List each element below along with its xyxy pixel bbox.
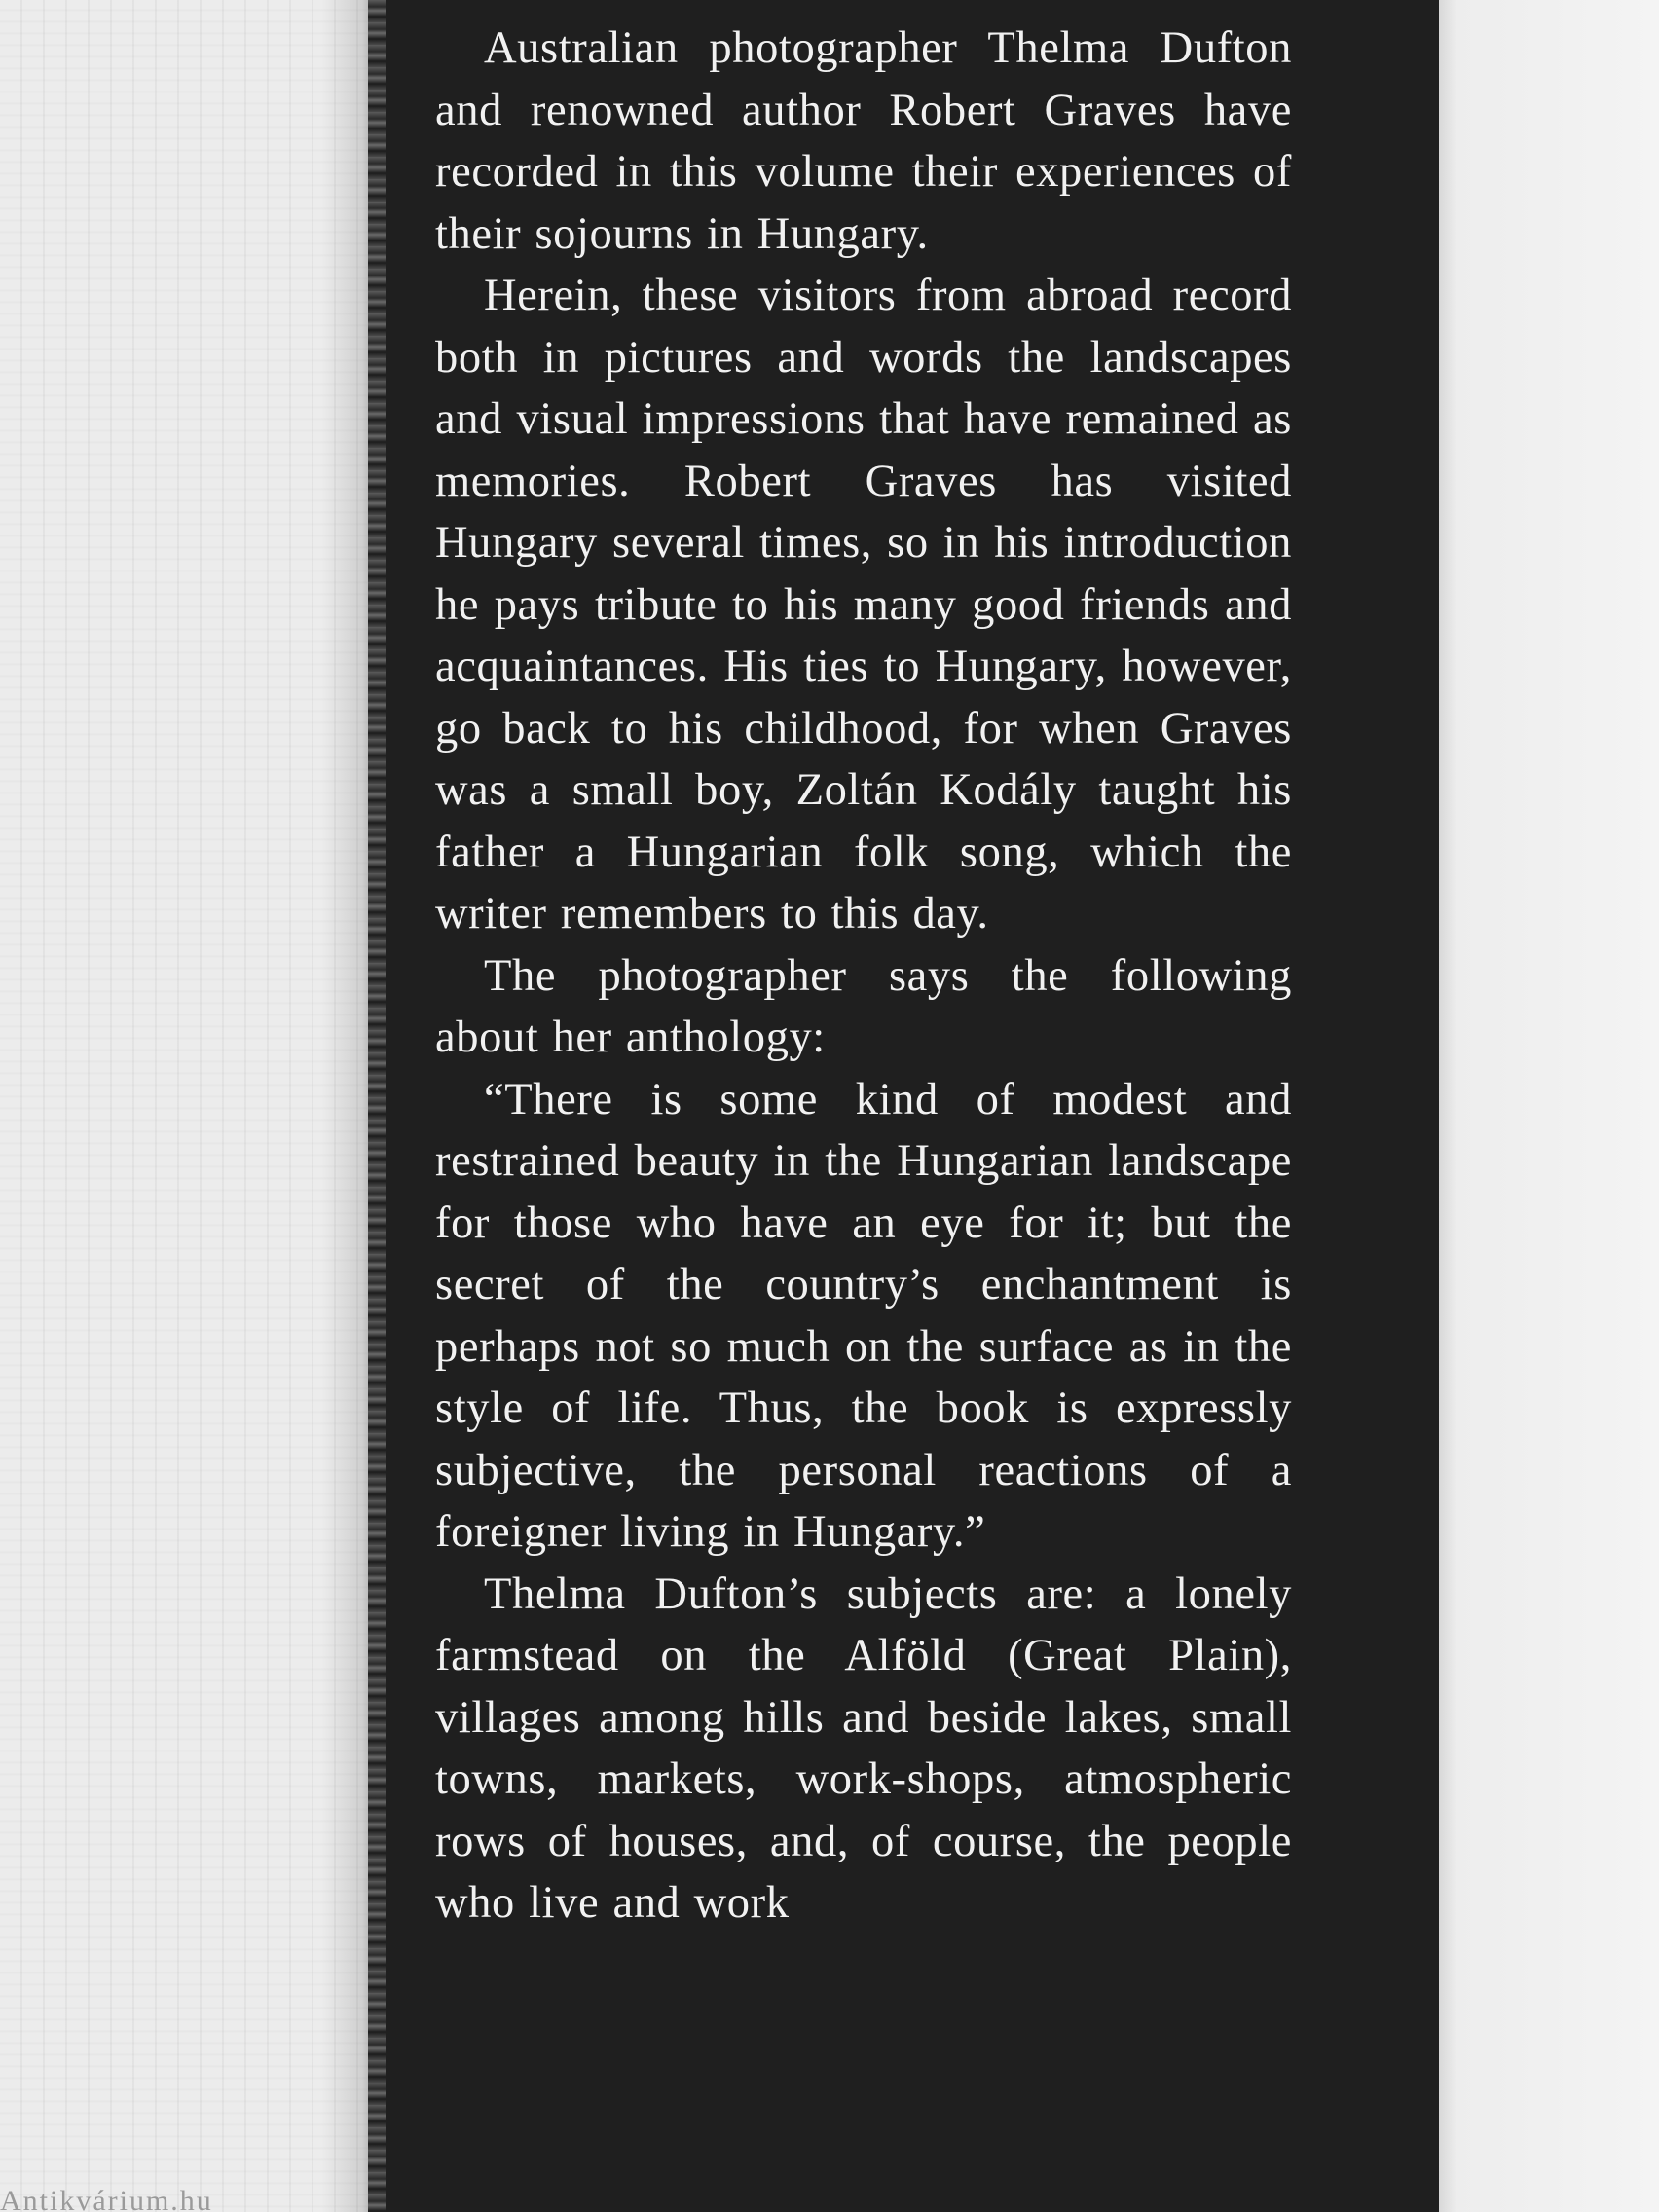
flap-paragraph-3: The photographer says the following about her anthology: <box>435 950 1292 1062</box>
flap-paragraph-1: Australian photographer Thelma Dufton and renowned author Robert Graves have recorded in this volume their experiences of their sojourns in Hungary. <box>435 23 1292 259</box>
left-book-page <box>0 0 368 2212</box>
flap-blurb <box>435 18 1292 1935</box>
flap-paragraph-4: “There is some kind of modest and restrained beauty in the Hungarian landscape for those who have an eye for it; but the secret of the country’s enchantment is perhaps not so much on the surface as in the style of life. Thus, the book is expressly subjective, the personal reactions of a foreigner living in Hungary.” <box>435 1074 1292 1557</box>
right-page-margin <box>1439 0 1659 2212</box>
flap-paragraph-5: Thelma Dufton’s subjects are: a lonely farmstead on the Alföld (Great Plain), villages among hills and beside lakes, small towns, markets, work-shops, atmospheric rows of houses, and, of course, the people who live and work <box>435 1568 1292 1928</box>
flap-paragraph-2: Herein, these visitors from abroad record both in pictures and words the landscapes and visual impressions that have remained as memories. Robert Graves has visited Hungary several times, so in his introduction he pays tribute to his many good friends and acquaintances. His ties to Hungary, however, go back to his childhood, for when Graves was a small boy, Zoltán Kodály taught his father a Hungarian folk song, which the writer remembers to this day. <box>435 271 1292 939</box>
jacket-spine-edge <box>368 0 387 2212</box>
left-page-bottom-text: Antikvárium.hu <box>0 2185 213 2212</box>
